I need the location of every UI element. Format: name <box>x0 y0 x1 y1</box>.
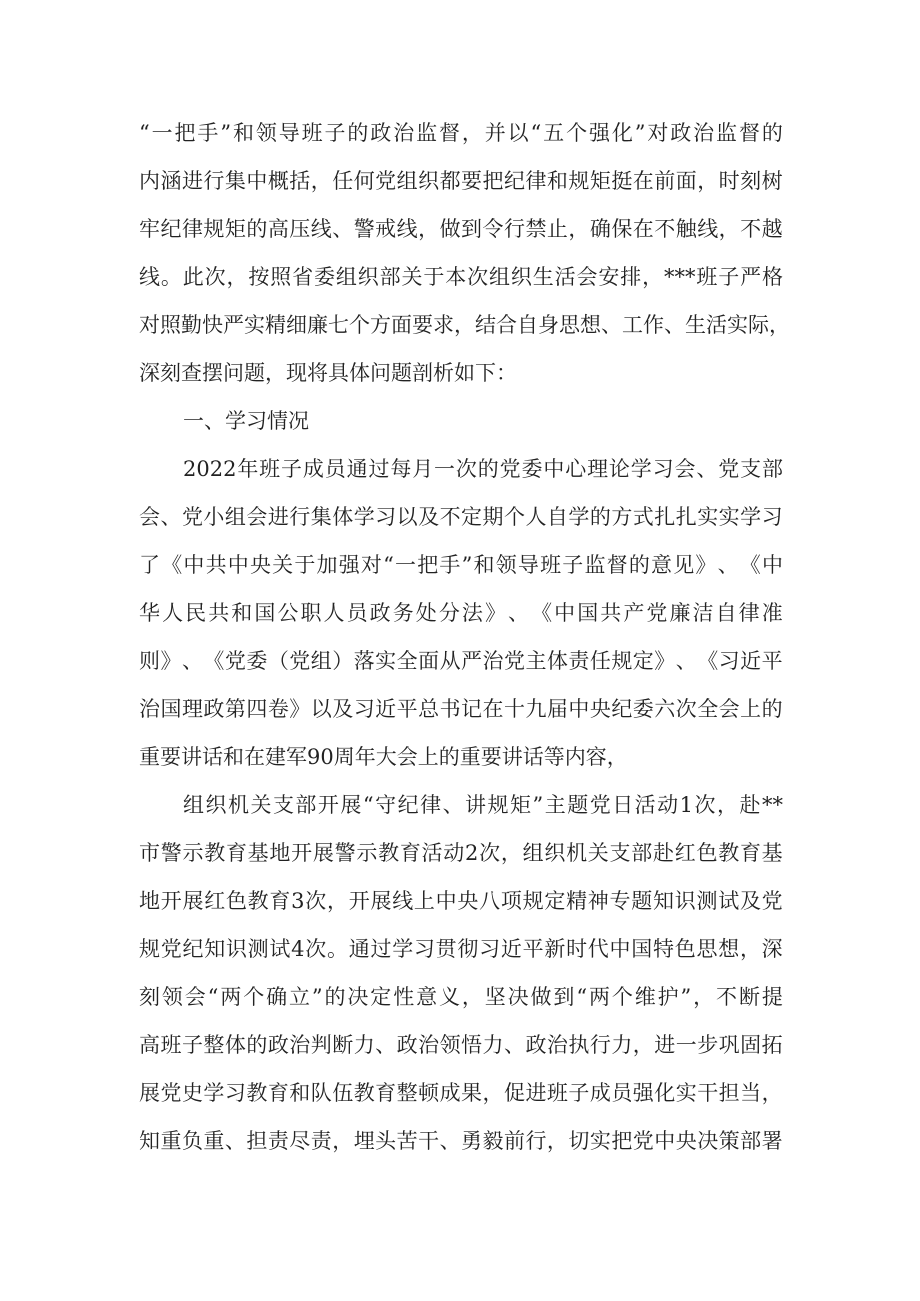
text-line: 华 人 民 共 和 国 公 职 人 员 政 务 处 分 法 》 、 《 中 国 共 产 党 廉 洁 自 律 准 <box>139 601 783 625</box>
text-line: 对 照 勤 快 严 实 精 细 廉 七 个 方 面 要 求 ， 结 合 自 身 思 想 、 工 作 、 生 活 实 际 ， <box>139 313 790 337</box>
text-line: 线 。 此 次 ， 按 照 省 委 组 织 部 关 于 本 次 组 织 生 活 会 安 排 ， *** 班 子 严 格 <box>139 265 783 289</box>
text-line: 展 党 史 学 习 教 育 和 队 伍 教 育 整 顿 成 果 ， 促 进 班 子 成 员 强 化 实 干 担 当 ， <box>139 1081 783 1105</box>
section-heading: 一、学习情况 <box>183 409 309 433</box>
text-line: “ 一 把 手 ” 和 领 导 班 子 的 政 治 监 督 ， 并 以 “ 五 个 强 化 ” 对 政 治 监 督 的 <box>139 121 783 145</box>
text-line: 深刻查摆问题，现将具体问题剖析如下： <box>139 361 517 385</box>
text-line: 了 《 中 共 中 央 关 于 加 强 对 “ 一 把 手 ” 和 领 导 班 子 监 督 的 意 见 》 、 《 中 <box>139 553 783 577</box>
text-line: 组 织 机 关 支 部 开 展 “ 守 纪 律 、 讲 规 矩 ” 主 题 党 日 活 动 1 次 ， 赴 ** <box>183 793 783 817</box>
text-line: 市 警 示 教 育 基 地 开 展 警 示 教 育 活 动 2 次 ， 组 织 机 关 支 部 赴 红 色 教 育 基 <box>139 841 783 865</box>
text-line: 2022 年 班 子 成 员 通 过 每 月 一 次 的 党 委 中 心 理 论 学 习 会 、 党 支 部 <box>183 457 783 481</box>
text-line: 内 涵 进 行 集 中 概 括 ， 任 何 党 组 织 都 要 把 纪 律 和 规 矩 挺 在 前 面 ， 时 刻 树 <box>139 169 783 193</box>
text-line: 规 党 纪 知 识 测 试 4 次 。 通 过 学 习 贯 彻 习 近 平 新 时 代 中 国 特 色 思 想 ， 深 <box>139 937 783 961</box>
text-line: 重要讲话和在建军90周年大会上的重要讲话等内容， <box>139 745 628 769</box>
text-line: 高 班 子 整 体 的 政 治 判 断 力 、 政 治 领 悟 力 、 政 治 执 行 力 ， 进 一 步 巩 固 拓 <box>139 1033 783 1057</box>
text-line: 知 重 负 重 、 担 责 尽 责 ， 埋 头 苦 干 、 勇 毅 前 行 ， 切 实 把 党 中 央 决 策 部 署 <box>139 1129 783 1153</box>
text-line: 治 国 理 政 第 四 卷 》 以 及 习 近 平 总 书 记 在 十 九 届 中 央 纪 委 六 次 全 会 上 的 <box>139 697 783 721</box>
text-line: 会 、 党 小 组 会 进 行 集 体 学 习 以 及 不 定 期 个 人 自 学 的 方 式 扎 扎 实 实 学 习 <box>139 505 783 529</box>
text-line: 地 开 展 红 色 教 育 3 次 ， 开 展 线 上 中 央 八 项 规 定 精 神 专 题 知 识 测 试 及 党 <box>139 889 783 913</box>
text-line: 牢 纪 律 规 矩 的 高 压 线 、 警 戒 线 ， 做 到 令 行 禁 止 ， 确 保 在 不 触 线 ， 不 越 <box>139 217 783 241</box>
text-line: 则 》 、 《 党 委 （ 党 组 ） 落 实 全 面 从 严 治 党 主 体 责 任 规 定 》 、 《 习 近 平 <box>139 649 783 673</box>
text-line: 刻 领 会 “ 两 个 确 立 ” 的 决 定 性 意 义 ， 坚 决 做 到 “ 两 个 维 护 ” ， 不 断 提 <box>139 985 783 1009</box>
